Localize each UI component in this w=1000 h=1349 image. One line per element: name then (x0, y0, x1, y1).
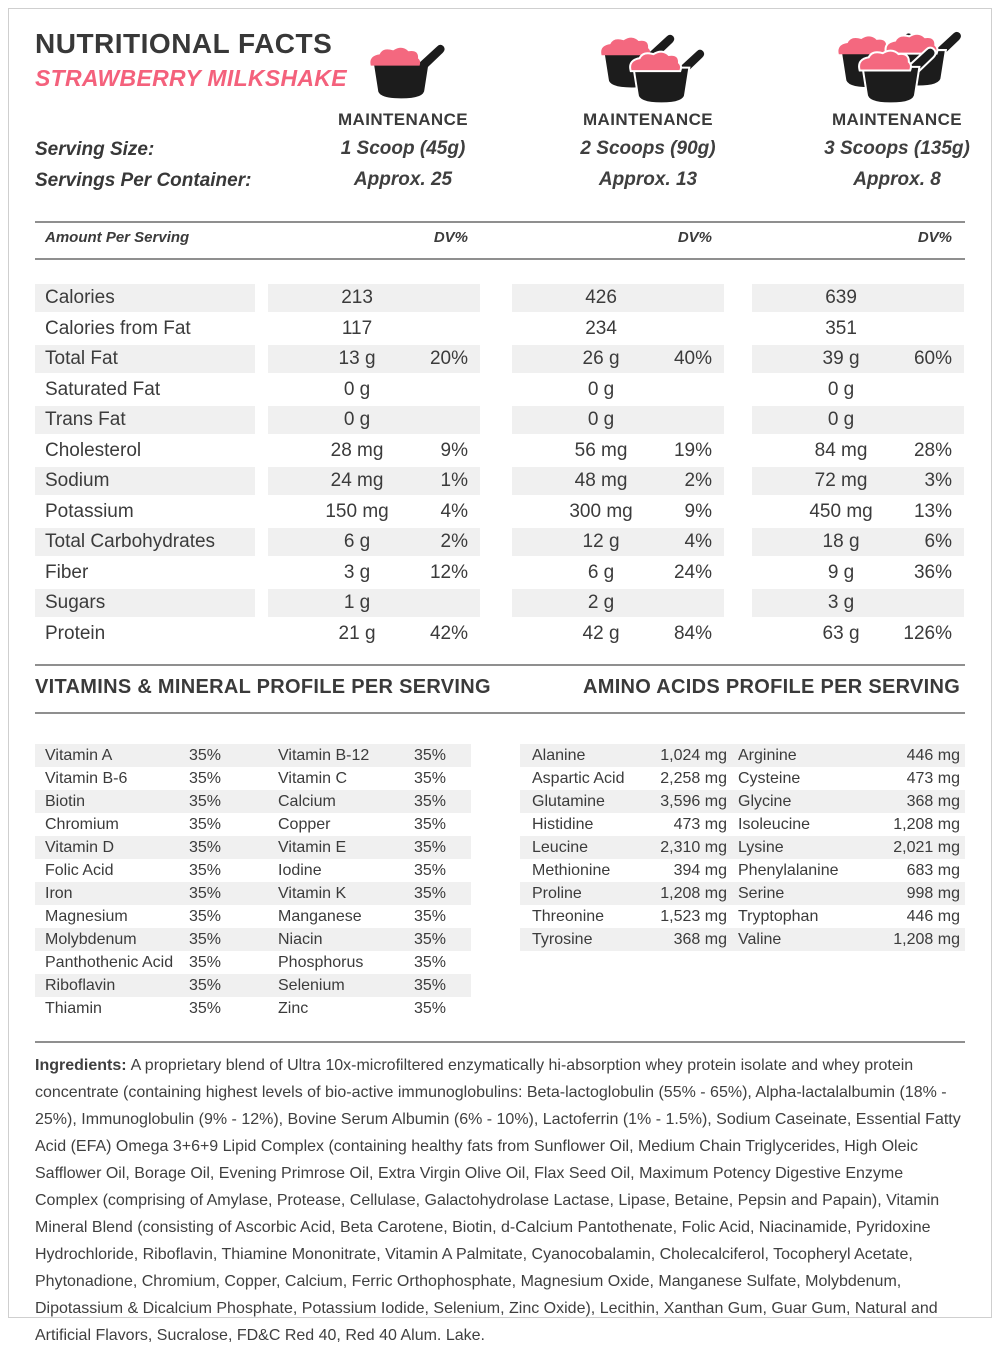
nutrition-value-cell (268, 559, 480, 587)
nutrient-label (35, 345, 255, 373)
nutrient-label (35, 437, 255, 465)
divider (35, 712, 965, 714)
nutrient-label (35, 528, 255, 556)
item-value: 35% (188, 907, 222, 925)
amount-value: 0 g (827, 378, 855, 400)
item-value: 35% (188, 930, 222, 948)
nutrition-value-cell (268, 498, 480, 526)
amount-value: 351 (825, 317, 857, 339)
nutrition-value-cell (752, 284, 964, 312)
amino-acid-row (520, 790, 965, 813)
nutrition-value-cell (268, 345, 480, 373)
nutrition-value-cell (512, 467, 724, 495)
nutrient-label-text: Sodium (45, 470, 110, 491)
nutrient-label-text: Trans Fat (45, 409, 126, 430)
item-value: 1,208 mg (893, 815, 960, 833)
item-name: Selenium (278, 976, 345, 994)
amount-value: 39 g (822, 348, 860, 369)
item-name: Alanine (532, 746, 586, 764)
nutrition-row (35, 467, 965, 495)
dv-percent-value: 2% (440, 531, 468, 552)
item-name: Histidine (532, 815, 594, 833)
nutrition-value-cell (512, 498, 724, 526)
nutrition-value-cell (752, 315, 964, 343)
vitamin-row (35, 767, 471, 790)
nutrition-row (35, 315, 965, 343)
item-name: Phosphorus (278, 953, 364, 971)
item-name: Proline (532, 884, 582, 902)
amount-value: 1 g (343, 592, 371, 613)
nutrient-label-text: Potassium (45, 500, 134, 522)
amount-value: 72 mg (814, 470, 868, 491)
nutrient-label (35, 315, 255, 343)
amount-value: 0 g (587, 409, 615, 430)
item-value: 35% (413, 769, 447, 787)
item-value: 2,021 mg (893, 838, 960, 856)
nutrition-value-cell (752, 376, 964, 404)
nutrition-value-cell (512, 284, 724, 312)
divider (35, 1041, 965, 1043)
nutrition-row (35, 620, 965, 648)
page-title: NUTRITIONAL FACTS (35, 28, 333, 59)
item-name: Chromium (45, 815, 119, 833)
item-name: Aspartic Acid (532, 769, 625, 787)
column-name: MAINTENANCE (337, 110, 468, 129)
dv-percent-header: DV% (917, 229, 952, 246)
amount-value: 426 (585, 287, 617, 308)
vitamins-table (35, 744, 471, 1020)
item-value: 3,596 mg (660, 792, 727, 810)
ingredients-paragraph (35, 1052, 965, 1349)
item-value: 446 mg (906, 746, 960, 764)
nutrition-value-cell (752, 559, 964, 587)
item-value: 2,310 mg (660, 838, 727, 856)
item-name: Vitamin E (278, 838, 347, 856)
item-value: 473 mg (673, 815, 727, 833)
item-name: Serine (738, 884, 785, 902)
servings-per-container-value: Approx. 13 (598, 169, 698, 190)
vitamin-row (35, 905, 471, 928)
dv-percent-value: 20% (429, 348, 468, 369)
amount-value: 12 g (582, 531, 620, 552)
amount-value: 3 g (343, 561, 371, 583)
amount-value: 6 g (343, 531, 371, 552)
amount-value: 28 mg (330, 439, 384, 461)
nutrition-value-cell (512, 559, 724, 587)
vitamin-row (35, 997, 471, 1020)
nutrient-label (35, 559, 255, 587)
nutrition-value-cell (268, 437, 480, 465)
item-name: Thiamin (45, 999, 102, 1017)
nutrition-value-cell (268, 315, 480, 343)
nutrient-label (35, 284, 255, 312)
dv-percent-value: 42% (429, 622, 468, 644)
nutrition-value-cell (512, 528, 724, 556)
item-name: Zinc (278, 999, 309, 1017)
divider (35, 258, 965, 260)
amount-value: 24 mg (330, 470, 384, 491)
item-value: 35% (188, 769, 222, 787)
dv-percent-value: 2% (684, 470, 712, 491)
serving-column-3 (777, 26, 1000, 196)
item-name: Glycine (738, 792, 792, 810)
amount-per-serving-label: Amount Per Serving (45, 229, 190, 246)
vitamin-row (35, 882, 471, 905)
item-value: 35% (413, 976, 447, 994)
vitamins-section-title: VITAMINS & MINERAL PROFILE PER SERVING (35, 676, 491, 698)
serving-size-value: 2 Scoops (90g) (580, 138, 716, 159)
vitamin-row (35, 790, 471, 813)
nutrition-value-cell (268, 284, 480, 312)
nutrition-value-cell (752, 528, 964, 556)
amino-acid-row (520, 836, 965, 859)
amino-acid-row (520, 928, 965, 951)
item-name: Glutamine (532, 792, 605, 810)
dv-percent-value: 40% (673, 348, 712, 369)
nutrition-row (35, 437, 965, 465)
nutrient-label-text: Calories from Fat (45, 317, 191, 339)
nutrition-value-cell (512, 315, 724, 343)
item-name: Panthothenic Acid (45, 953, 174, 971)
item-value: 35% (413, 953, 447, 971)
item-value: 473 mg (906, 769, 960, 787)
item-name: Vitamin B-12 (278, 746, 370, 764)
nutrient-label (35, 589, 255, 617)
item-value: 35% (188, 838, 222, 856)
amino-acids-table (520, 744, 965, 951)
item-name: Arginine (738, 746, 797, 764)
nutrition-value-cell (752, 498, 964, 526)
amount-value: 450 mg (809, 500, 873, 522)
dv-percent-value: 24% (673, 561, 712, 583)
amino-acid-row (520, 813, 965, 836)
amount-value: 42 g (582, 622, 620, 644)
nutrition-row (35, 589, 965, 617)
vitamin-row (35, 974, 471, 997)
amount-value: 0 g (827, 409, 855, 430)
nutrition-row (35, 376, 965, 404)
servings-per-container-value: Approx. 8 (853, 169, 941, 190)
item-name: Vitamin D (45, 838, 115, 856)
item-value: 35% (413, 884, 447, 902)
amount-value: 63 g (822, 622, 860, 644)
item-name: Lysine (738, 838, 784, 856)
item-value: 998 mg (906, 884, 960, 902)
dv-percent-value: 4% (440, 500, 468, 522)
nutrition-row (35, 498, 965, 526)
serving-size-label: Serving Size: (35, 139, 155, 160)
divider (35, 221, 965, 223)
amount-value: 18 g (822, 531, 860, 552)
item-value: 446 mg (906, 907, 960, 925)
nutrition-row (35, 559, 965, 587)
nutrient-label-text: Cholesterol (45, 439, 142, 461)
item-value: 394 mg (673, 861, 727, 879)
item-value: 35% (413, 907, 447, 925)
dv-percent-value: 9% (684, 500, 712, 522)
nutrient-label (35, 376, 255, 404)
item-name: Iodine (278, 861, 322, 879)
amount-value: 0 g (343, 409, 371, 430)
amount-value: 234 (585, 317, 617, 339)
item-name: Valine (738, 930, 782, 948)
nutrition-value-cell (512, 620, 724, 648)
item-name: Threonine (532, 907, 605, 925)
nutrient-label (35, 406, 255, 434)
two-scoops-icon (528, 26, 768, 104)
item-value: 35% (413, 999, 447, 1017)
amino-acid-row (520, 767, 965, 790)
one-scoop-icon (283, 26, 523, 104)
item-name: Manganese (278, 907, 362, 925)
product-flavor: STRAWBERRY MILKSHAKE (35, 65, 347, 91)
nutrition-value-cell (268, 589, 480, 617)
item-value: 35% (188, 999, 222, 1017)
column-name: MAINTENANCE (582, 110, 713, 129)
item-name: Biotin (45, 792, 86, 810)
item-value: 368 mg (673, 930, 727, 948)
nutrition-table (35, 284, 965, 650)
item-name: Vitamin C (278, 769, 348, 787)
amino-acid-row (520, 882, 965, 905)
nutrient-label (35, 467, 255, 495)
item-value: 35% (188, 815, 222, 833)
item-name: Cysteine (738, 769, 801, 787)
nutrition-value-cell (268, 467, 480, 495)
dv-percent-value: 13% (913, 500, 952, 522)
item-value: 1,208 mg (660, 884, 727, 902)
vitamin-row (35, 836, 471, 859)
item-name: Folic Acid (45, 861, 114, 879)
nutrient-label-text: Sugars (45, 592, 106, 613)
nutrition-value-cell (268, 620, 480, 648)
item-value: 1,523 mg (660, 907, 727, 925)
item-value: 35% (413, 838, 447, 856)
dv-percent-value: 36% (913, 561, 952, 583)
nutrition-row (35, 528, 965, 556)
item-value: 2,258 mg (660, 769, 727, 787)
item-value: 35% (188, 976, 222, 994)
item-value: 35% (413, 792, 447, 810)
servings-per-container-value: Approx. 25 (353, 169, 453, 190)
item-name: Molybdenum (45, 930, 137, 948)
item-name: Tryptophan (738, 907, 819, 925)
nutrition-row (35, 345, 965, 373)
amount-value: 6 g (587, 561, 615, 583)
item-name: Tyrosine (532, 930, 593, 948)
amount-value: 21 g (338, 622, 376, 644)
vitamin-row (35, 928, 471, 951)
dv-percent-header: DV% (433, 229, 468, 246)
nutrition-value-cell (268, 406, 480, 434)
dv-percent-value: 126% (903, 622, 952, 644)
item-value: 35% (188, 953, 222, 971)
amount-value: 0 g (343, 378, 371, 400)
item-name: Methionine (532, 861, 611, 879)
nutrient-label-text: Total Fat (45, 348, 118, 369)
item-value: 35% (188, 884, 222, 902)
amino-acid-row (520, 905, 965, 928)
item-value: 35% (413, 930, 447, 948)
amount-value: 84 mg (814, 439, 868, 461)
column-name: MAINTENANCE (831, 110, 962, 129)
nutrient-label-text: Protein (45, 622, 106, 644)
nutrient-label-text: Fiber (45, 561, 89, 583)
item-value: 683 mg (906, 861, 960, 879)
nutrition-value-cell (268, 376, 480, 404)
nutrient-label-text: Total Carbohydrates (45, 531, 216, 552)
item-value: 1,208 mg (893, 930, 960, 948)
nutrient-label (35, 620, 255, 648)
vitamin-row (35, 859, 471, 882)
serving-column-1 (283, 26, 523, 196)
dv-percent-value: 84% (673, 622, 712, 644)
nutrition-value-cell (512, 376, 724, 404)
nutrient-label-text: Calories (45, 287, 115, 308)
nutrition-value-cell (752, 437, 964, 465)
item-value: 35% (188, 792, 222, 810)
amount-value: 639 (825, 287, 857, 308)
item-value: 35% (188, 746, 222, 764)
amount-value: 56 mg (574, 439, 628, 461)
ingredients-text: A proprietary blend of Ultra 10x-microfiltered enzymatically hi-absorption whey protein isolate and whey protein concentrate (containing highest levels of bio-active immunoglobulins: Beta-lactoglobulin (55% - 65%), Alpha-lactalalbumin (18% - 25%), Immunoglobulin (9% - 12%), Bovine Serum Albumin (6% - 10%), Lactoferrin (1% - 1.5%), Sodium Caseinate, Essential Fatty Acid (EFA) Omega 3+6+9 Lipid Complex (containing healthy fats from Sunflower Oil, Medium Chain Triglycerides, High Oleic Safflower Oil, Borage Oil, Evening Primrose Oil, Extra Virgin Olive Oil, Flax Seed Oil, Maximum Potency Digestive Enzyme Complex (comprising of Amylase, Protease, Cellulase, Galactohydrolase Lactase, Lipase, Betaine, Pepsin and Papain), Vitamin Mineral Blend (consisting of Ascorbic Acid, Beta Carotene, Biotin, d-Calcium Pantothenate, Folic Acid, Niacinamide, Pyridoxine Hydrochloride, Riboflavin, Thiamine Mononitrate, Vitamin A Palmitate, Cyanocobalamin, Cholecalciferol, Tocopheryl Acetate, Phytonadione, Chromium, Copper, Calcium, Ferric Orthophosphate, Magnesium Oxide, Manganese Sulfate, Molybdenum, Dipotassium & Dicalcium Phosphate, Potassium Iodide, Selenium, Zinc Oxide), Lecithin, Xanthan Gum, Guar Gum, Natural and Artificial Flavors, Sucralose, FD&C Red 40, Red 40 Alum. Lake. (35, 1057, 961, 1344)
item-value: 35% (413, 815, 447, 833)
dv-percent-value: 1% (440, 470, 468, 491)
item-name: Leucine (532, 838, 589, 856)
item-value: 35% (413, 746, 447, 764)
amino-acid-row (520, 744, 965, 767)
nutrition-value-cell (752, 406, 964, 434)
item-name: Iron (45, 884, 73, 902)
dv-percent-value: 3% (924, 470, 952, 491)
nutrition-value-cell (512, 406, 724, 434)
nutrition-value-cell (512, 589, 724, 617)
nutrient-label-text: Saturated Fat (45, 378, 161, 400)
dv-percent-header: DV% (677, 229, 712, 246)
dv-percent-value: 4% (684, 531, 712, 552)
item-name: Niacin (278, 930, 323, 948)
item-name: Vitamin A (45, 746, 113, 764)
vitamin-row (35, 744, 471, 767)
amount-value: 13 g (338, 348, 376, 369)
item-name: Phenylalanine (738, 861, 839, 879)
dv-percent-value: 9% (440, 439, 468, 461)
amount-value: 9 g (827, 561, 855, 583)
amount-value: 26 g (582, 348, 620, 369)
item-value: 35% (188, 861, 222, 879)
item-name: Vitamin K (278, 884, 347, 902)
item-name: Vitamin B-6 (45, 769, 128, 787)
nutrition-value-cell (752, 467, 964, 495)
dv-percent-value: 12% (429, 561, 468, 583)
divider (35, 664, 965, 666)
item-name: Copper (278, 815, 331, 833)
nutrition-value-cell (752, 589, 964, 617)
amino-acid-row (520, 859, 965, 882)
item-name: Isoleucine (738, 815, 811, 833)
item-name: Calcium (278, 792, 336, 810)
serving-size-value: 1 Scoop (45g) (340, 138, 466, 159)
amino-acids-section-title: AMINO ACIDS PROFILE PER SERVING (583, 676, 961, 698)
servings-per-container-label: Servings Per Container: (35, 170, 252, 191)
amount-value: 3 g (827, 592, 855, 613)
dv-percent-value: 60% (913, 348, 952, 369)
amount-value: 0 g (587, 378, 615, 400)
nutrition-row (35, 284, 965, 312)
ingredients-label: Ingredients: (35, 1057, 127, 1074)
dv-percent-value: 19% (673, 439, 712, 461)
item-value: 368 mg (906, 792, 960, 810)
item-name: Riboflavin (45, 976, 116, 994)
nutrition-value-cell (512, 345, 724, 373)
serving-column-2 (528, 26, 768, 196)
amount-value: 2 g (587, 592, 615, 613)
item-value: 35% (413, 861, 447, 879)
nutrition-row (35, 406, 965, 434)
nutrient-label (35, 498, 255, 526)
dv-percent-value: 28% (913, 439, 952, 461)
three-scoops-icon (777, 26, 1000, 104)
vitamin-row (35, 951, 471, 974)
item-name: Magnesium (45, 907, 128, 925)
item-value: 1,024 mg (660, 746, 727, 764)
vitamin-row (35, 813, 471, 836)
amount-value: 48 mg (574, 470, 628, 491)
amount-value: 117 (341, 317, 373, 339)
amount-value: 213 (341, 287, 373, 308)
amount-value: 150 mg (325, 500, 389, 522)
nutrition-value-cell (268, 528, 480, 556)
nutrition-value-cell (752, 345, 964, 373)
nutrition-value-cell (752, 620, 964, 648)
nutrition-value-cell (512, 437, 724, 465)
dv-percent-value: 6% (924, 531, 952, 552)
amount-value: 300 mg (569, 500, 633, 522)
serving-size-value: 3 Scoops (135g) (824, 138, 970, 159)
